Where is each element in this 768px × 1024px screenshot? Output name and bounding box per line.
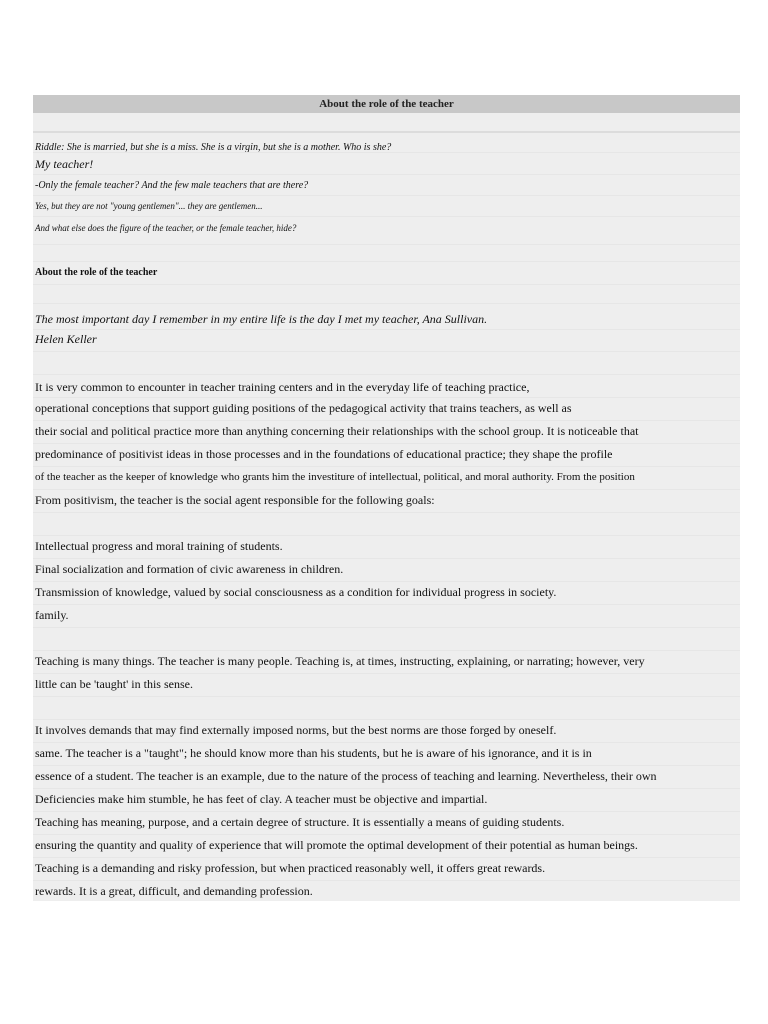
paragraph-line: of the teacher as the keeper of knowledge who grants him the investiture of intellectual, political, and moral authority. From the position — [33, 466, 740, 489]
paragraph-line: Deficiencies make him stumble, he has feet of clay. A teacher must be objective and impartial. — [33, 788, 740, 811]
paragraph-line: rewards. It is a great, difficult, and demanding profession. — [33, 880, 740, 901]
blank-line — [33, 512, 740, 535]
paragraph-line: operational conceptions that support guiding positions of the pedagogical activity that trains teachers, as well as — [33, 397, 740, 420]
paragraph-line: their social and political practice more than anything concerning their relationships with the school group. It is noticeable that — [33, 420, 740, 443]
goal-item: family. — [33, 604, 740, 627]
section-heading: About the role of the teacher — [33, 261, 740, 284]
riddle-answer: My teacher! — [33, 152, 740, 174]
paragraph-line: It involves demands that may find externally imposed norms, but the best norms are those forged by oneself. — [33, 719, 740, 742]
document-body — [33, 113, 740, 901]
document-table — [33, 95, 740, 901]
riddle-question: Riddle: She is married, but she is a miss. She is a virgin, but she is a mother. Who is she? — [33, 131, 740, 152]
blank-line — [33, 244, 740, 261]
paragraph-line: From positivism, the teacher is the social agent responsible for the following goals: — [33, 489, 740, 512]
paragraph-line: Teaching is a demanding and risky profession, but when practiced reasonably well, it offers great rewards. — [33, 857, 740, 880]
blank-line — [33, 351, 740, 374]
paragraph-line: predominance of positivist ideas in those processes and in the foundations of educational practice; they shape the profile — [33, 443, 740, 466]
paragraph-line: Teaching is many things. The teacher is many people. Teaching is, at times, instructing, explaining, or narrating; however, very — [33, 650, 740, 673]
paragraph-line: Teaching has meaning, purpose, and a certain degree of structure. It is essentially a means of guiding students. — [33, 811, 740, 834]
blank-line — [33, 696, 740, 719]
blank-line — [33, 627, 740, 650]
paragraph-line: ensuring the quantity and quality of experience that will promote the optimal development of their potential as human beings. — [33, 834, 740, 857]
quote-author: Helen Keller — [33, 329, 740, 351]
riddle-follow-up: -Only the female teacher? And the few male teachers that are there? — [33, 174, 740, 195]
riddle-closing-question: And what else does the figure of the teacher, or the female teacher, hide? — [33, 216, 740, 244]
goal-item: Final socialization and formation of civic awareness in children. — [33, 558, 740, 581]
paragraph-line: same. The teacher is a "taught"; he should know more than his students, but he is aware of his ignorance, and it is in — [33, 742, 740, 765]
riddle-reply: Yes, but they are not "young gentlemen"... they are gentlemen... — [33, 195, 740, 216]
document-title: About the role of the teacher — [33, 95, 740, 113]
blank-line — [33, 284, 740, 303]
quote-text: The most important day I remember in my entire life is the day I met my teacher, Ana Sullivan. — [33, 303, 740, 329]
goal-item: Intellectual progress and moral training of students. — [33, 535, 740, 558]
paragraph-line: essence of a student. The teacher is an example, due to the nature of the process of teaching and learning. Nevertheless, their own — [33, 765, 740, 788]
goal-item: Transmission of knowledge, valued by social consciousness as a condition for individual progress in society. — [33, 581, 740, 604]
paragraph-line: It is very common to encounter in teacher training centers and in the everyday life of teaching practice, — [33, 374, 740, 397]
paragraph-line: little can be 'taught' in this sense. — [33, 673, 740, 696]
